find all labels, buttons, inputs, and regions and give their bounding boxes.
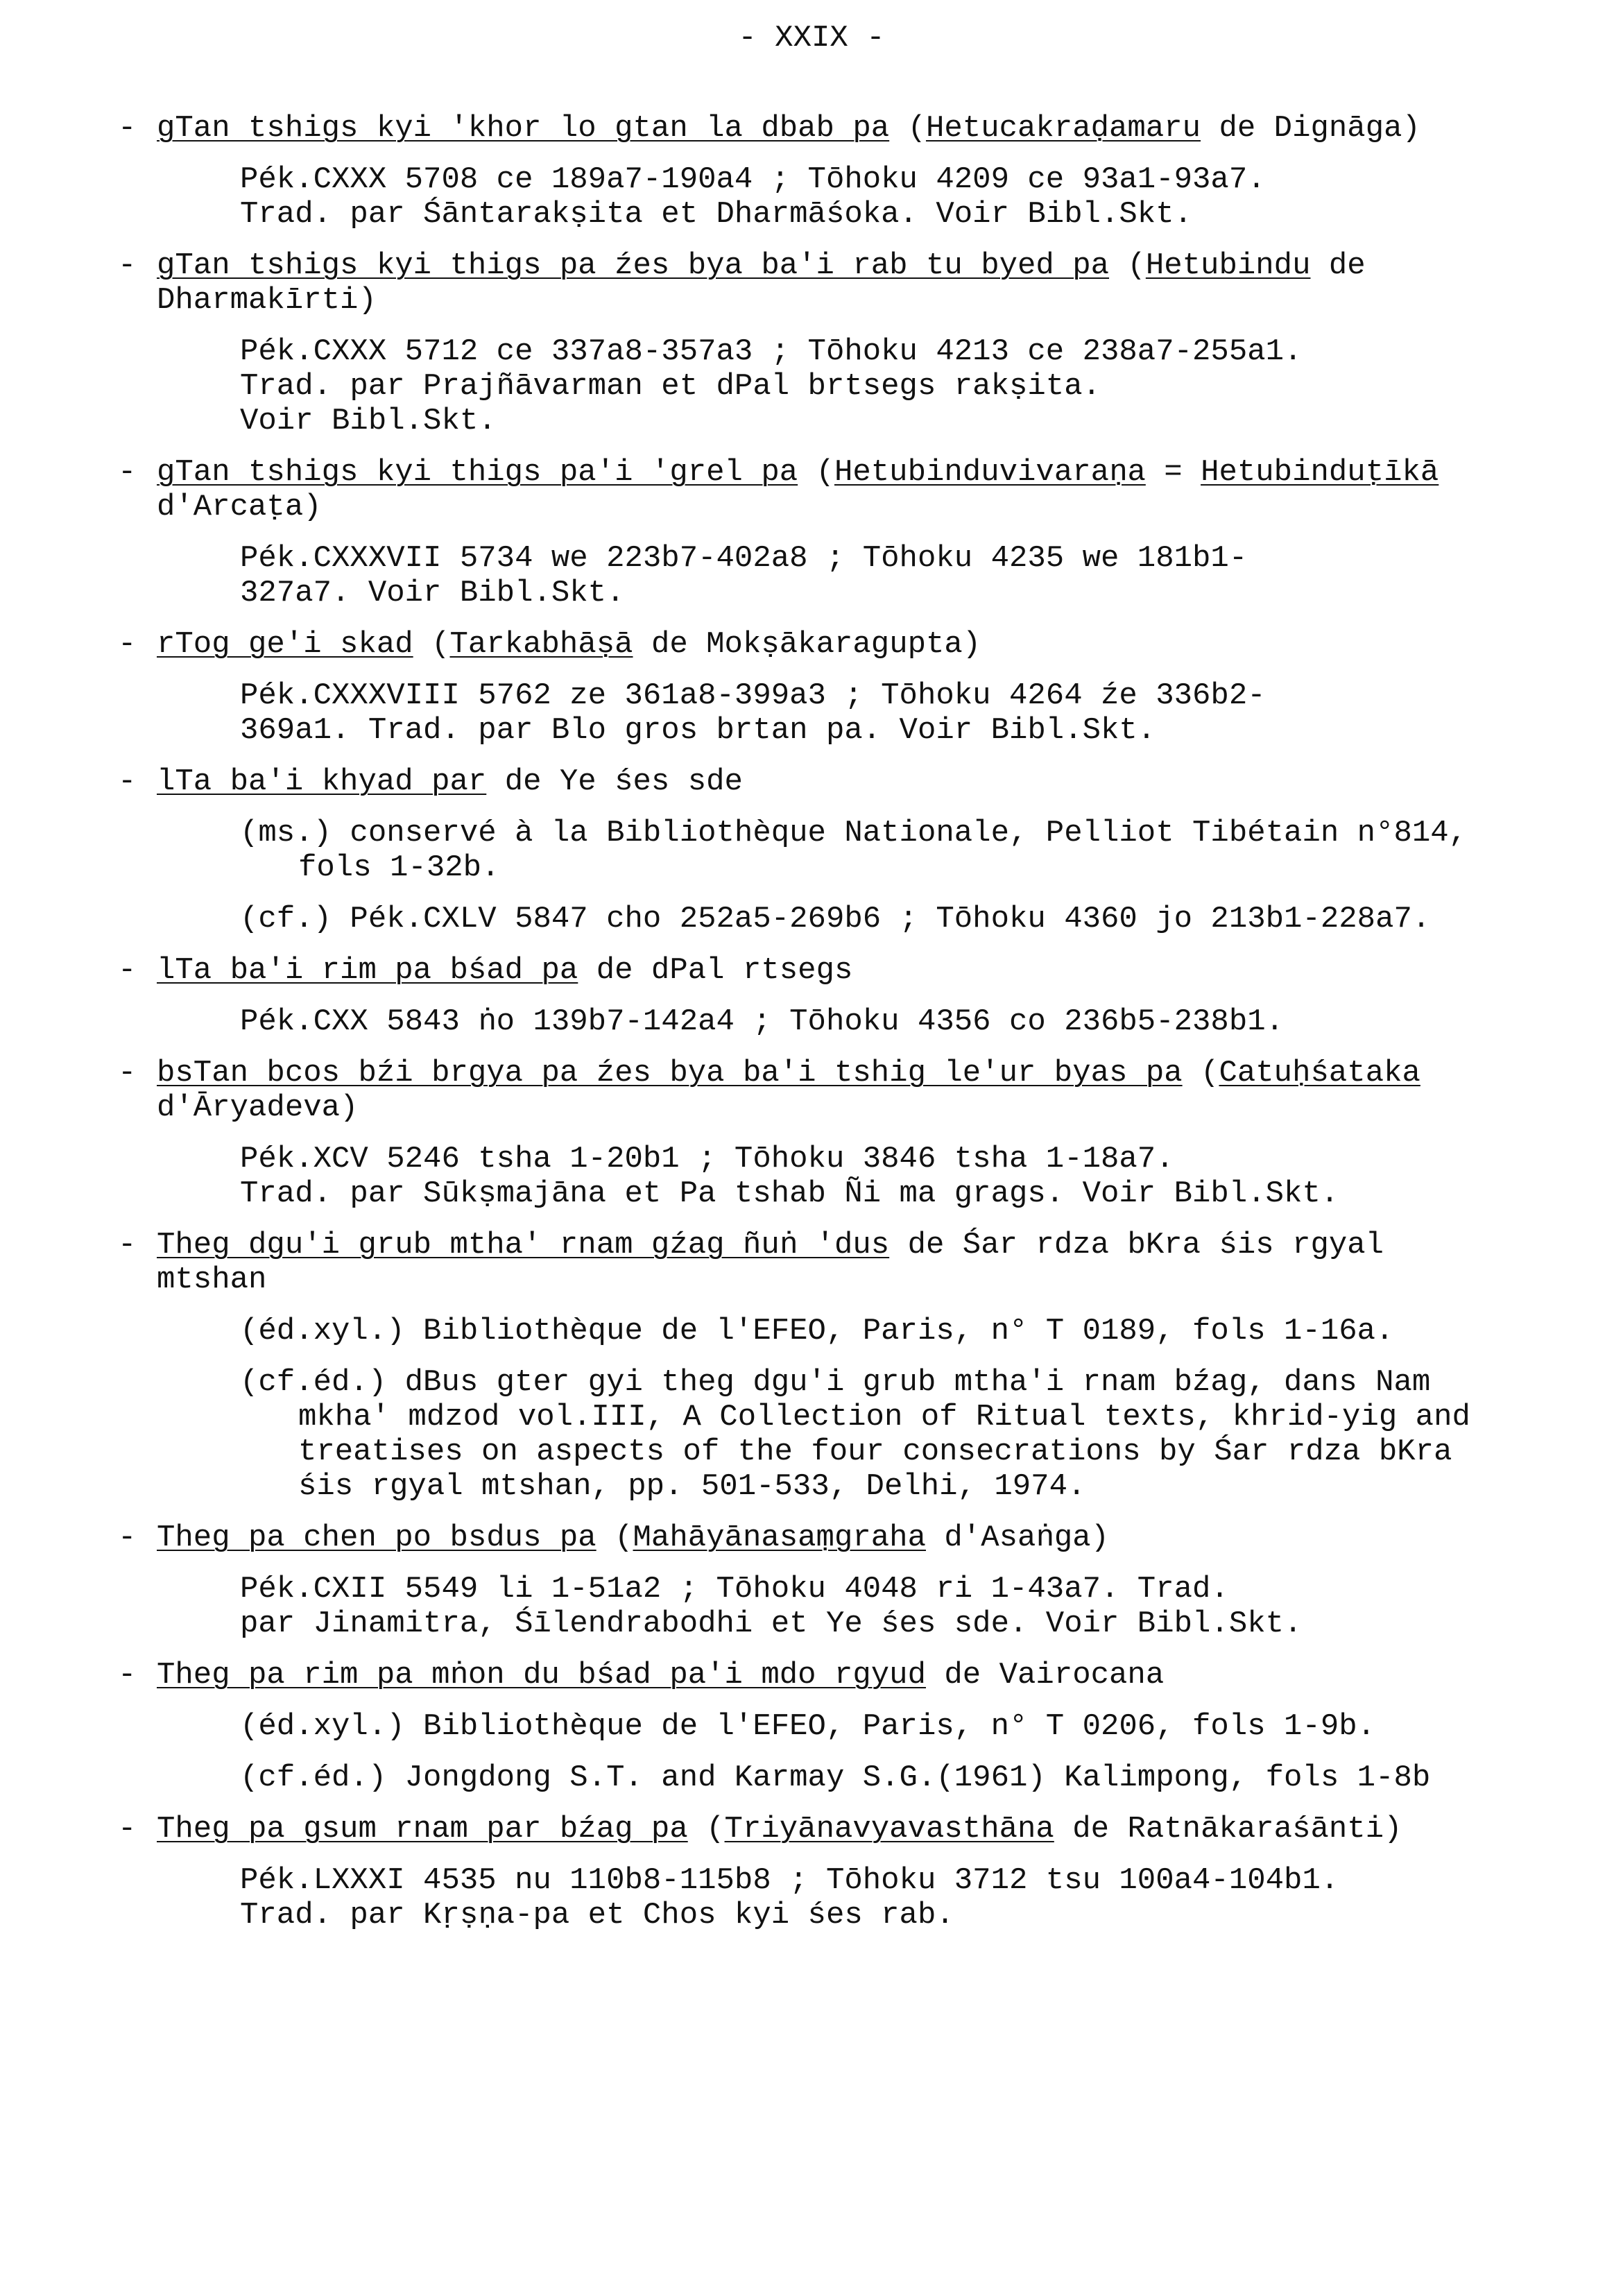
entry-sub-reference: (cf.éd.) dBus gter gyi theg dgu'i grub mtha'i rnam bźag, dans Nam mkha' mdzod vol.III, A Collection of Ritual texts, khrid-yig and treatises on aspects of the four consecrations by Śar rdza bKra śis rgyal mtshan, pp. 501-533, Delhi, 1974. xyxy=(240,1365,1470,1504)
sanskrit-title: Catuḥśataka xyxy=(1219,1056,1420,1090)
entry-sub-reference: (ms.) conservé à la Bibliothèque Nationale, Pelliot Tibétain n°814, fols 1-32b. xyxy=(240,816,1468,885)
tibetan-title: lTa ba'i khyad par xyxy=(157,764,487,799)
tibetan-title: gTan tshigs kyi thigs pa'i 'grel pa xyxy=(157,455,798,490)
tibetan-title: Theg dgu'i grub mtha' rnam gźag ñuṅ 'dus xyxy=(157,1228,890,1262)
sanskrit-title: Tarkabhāṣā xyxy=(449,627,633,662)
reference-line: Pék.LXXXI 4535 nu 110b8-115b8 ; Tōhoku 3712 tsu 100a4-104b1. xyxy=(240,1863,1339,1898)
sanskrit-title: Mahāyānasaṃgraha xyxy=(633,1520,926,1555)
reference-line: Trad. par Kṛṣṇa-pa et Chos kyi śes rab. xyxy=(240,1898,954,1933)
entry-dash: - xyxy=(118,764,137,799)
reference-line: Pék.CXII 5549 li 1-51a2 ; Tōhoku 4048 ri 1-43a7. Trad. xyxy=(240,1572,1229,1607)
sanskrit-title: Hetubindu xyxy=(1145,248,1311,283)
entry-title-line: -rTog ge'i skad (Tarkabhāṣā de Mokṣākaragupta) xyxy=(118,627,981,662)
reference-line: Pék.CXXXVIII 5762 ze 361a8-399a3 ; Tōhoku 4264 źe 336b2- xyxy=(240,678,1266,713)
entry-title-line: -Theg pa chen po bsdus pa (Mahāyānasaṃgraha d'Asaṅga) xyxy=(118,1520,1110,1555)
entry-author: de Ye śes sde xyxy=(504,764,743,799)
entry-title-line xyxy=(0,1228,1623,1297)
reference-line: Pék.CXXX 5712 ce 337a8-357a3 ; Tōhoku 4213 ce 238a7-255a1. xyxy=(240,334,1303,369)
bibliography-entry xyxy=(0,111,1623,232)
bibliography-entry xyxy=(0,248,1623,438)
sanskrit-title: Hetubinduvivaraṇa xyxy=(834,455,1146,490)
bibliography-entry xyxy=(0,1520,1623,1641)
entry-reference xyxy=(0,1142,1623,1211)
bibliography-list xyxy=(0,111,1623,1949)
entry-dash: - xyxy=(118,953,137,988)
entry-sub-reference: (cf.éd.) Jongdong S.T. and Karmay S.G.(1961) Kalimpong, fols 1-8b xyxy=(240,1760,1431,1795)
sanskrit-title-alt: Hetubinduṭīkā xyxy=(1201,455,1439,490)
tibetan-title: rTog ge'i skad xyxy=(157,627,413,662)
reference-line: par Jinamitra, Śīlendrabodhi et Ye śes sde. Voir Bibl.Skt. xyxy=(240,1607,1303,1641)
entry-title-line: -Theg pa gsum rnam par bźag pa (Triyānavyavasthāna de Ratnākaraśānti) xyxy=(118,1812,1402,1847)
title-equals: = xyxy=(1164,455,1183,490)
reference-line: Trad. par Śāntarakṣita et Dharmāśoka. Voir Bibl.Skt. xyxy=(240,197,1193,232)
bibliography-entry xyxy=(0,1812,1623,1933)
sanskrit-title: Triyānavyavasthāna xyxy=(724,1812,1054,1847)
entry-author: de Ratnākaraśānti) xyxy=(1072,1812,1402,1847)
entry-dash: - xyxy=(118,248,137,283)
entry-author: d'Āryadeva) xyxy=(157,1090,359,1125)
reference-line: Pék.XCV 5246 tsha 1-20b1 ; Tōhoku 3846 tsha 1-18a7. xyxy=(240,1142,1174,1176)
tibetan-title: lTa ba'i rim pa bśad pa xyxy=(157,953,578,988)
entry-author: de Dharmakīrti) xyxy=(157,248,1366,318)
entry-author: d'Arcaṭa) xyxy=(157,490,322,524)
tibetan-title: Theg pa rim pa mṅon du bśad pa'i mdo rgyud xyxy=(157,1658,926,1693)
bibliography-entry xyxy=(0,1658,1623,1795)
entry-dash: - xyxy=(118,1520,137,1555)
entry-sub-reference: (cf.) Pék.CXLV 5847 cho 252a5-269b6 ; Tōhoku 4360 jo 213b1-228a7. xyxy=(240,902,1431,936)
reference-line: Voir Bibl.Skt. xyxy=(240,404,497,438)
entry-reference xyxy=(0,162,1623,232)
entry-author: d'Asaṅga) xyxy=(944,1520,1110,1555)
entry-dash: - xyxy=(118,627,137,662)
entry-dash: - xyxy=(118,455,137,490)
tibetan-title: Theg pa gsum rnam par bźag pa xyxy=(157,1812,688,1847)
tibetan-title: Theg pa chen po bsdus pa xyxy=(157,1520,596,1555)
entry-author: de Dignāga) xyxy=(1219,111,1420,146)
entry-title-line: -bsTan bcos bźi brgya pa źes bya ba'i tshig le'ur byas pa (Catuḥśataka d'Āryadeva) xyxy=(118,1056,1420,1125)
entry-author: de Śar rdza bKra śis rgyal mtshan xyxy=(157,1228,1384,1297)
reference-line: 327a7. Voir Bibl.Skt. xyxy=(240,576,625,610)
tibetan-title: gTan tshigs kyi 'khor lo gtan la dbab pa xyxy=(157,111,890,146)
entry-author: de Vairocana xyxy=(944,1658,1165,1693)
bibliography-entry xyxy=(0,953,1623,1039)
entry-reference xyxy=(0,541,1623,610)
page-number: - XXIX - xyxy=(738,21,885,55)
reference-line: Pék.CXX 5843 ṅo 139b7-142a4 ; Tōhoku 4356 co 236b5-238b1. xyxy=(240,1004,1285,1039)
reference-line: Trad. par Prajñāvarman et dPal brtsegs rakṣita. xyxy=(240,369,1101,404)
reference-line: 369a1. Trad. par Blo gros brtan pa. Voir Bibl.Skt. xyxy=(240,713,1156,748)
bibliography-entry xyxy=(0,455,1623,610)
entry-dash: - xyxy=(118,1658,137,1693)
entry-reference xyxy=(0,1004,1623,1039)
entry-author: de dPal rtsegs xyxy=(596,953,853,988)
entry-reference xyxy=(0,1863,1623,1933)
bibliography-entry xyxy=(0,764,1623,936)
entry-dash: - xyxy=(118,1812,137,1847)
entry-reference xyxy=(0,334,1623,438)
entry-author: de Mokṣākaragupta) xyxy=(651,627,981,662)
tibetan-title: bsTan bcos bźi brgya pa źes bya ba'i tshig le'ur byas pa xyxy=(157,1056,1183,1090)
entry-title-line: -gTan tshigs kyi thigs pa źes bya ba'i rab tu byed pa (Hetubindu de Dharmakīrti) xyxy=(118,248,1366,318)
entry-sub-reference: (éd.xyl.) Bibliothèque de l'EFEO, Paris, n° T 0206, fols 1-9b. xyxy=(240,1709,1376,1744)
entry-title-line xyxy=(0,953,1623,988)
entry-dash: - xyxy=(118,1056,137,1090)
reference-line: Pék.CXXX 5708 ce 189a7-190a4 ; Tōhoku 4209 ce 93a1-93a7. xyxy=(240,162,1266,197)
bibliography-entry xyxy=(0,1228,1623,1504)
entry-dash: - xyxy=(118,1228,137,1262)
reference-line: Pék.CXXXVII 5734 we 223b7-402a8 ; Tōhoku 4235 we 181b1- xyxy=(240,541,1248,576)
entry-title-line: -gTan tshigs kyi thigs pa'i 'grel pa (Hetubinduvivaraṇa = Hetubinduṭīkā d'Arcaṭa) xyxy=(118,455,1439,524)
entry-reference xyxy=(0,678,1623,748)
bibliography-entry xyxy=(0,627,1623,748)
entry-title-line xyxy=(0,764,1623,799)
bibliography-entry xyxy=(0,1056,1623,1211)
entry-reference xyxy=(0,1572,1623,1641)
sanskrit-title: Hetucakraḍamaru xyxy=(925,111,1201,146)
entry-title-line: -gTan tshigs kyi 'khor lo gtan la dbab pa (Hetucakraḍamaru de Dignāga) xyxy=(118,111,1420,146)
reference-line: Trad. par Sūkṣmajāna et Pa tshab Ñi ma grags. Voir Bibl.Skt. xyxy=(240,1176,1339,1211)
tibetan-title: gTan tshigs kyi thigs pa źes bya ba'i rab tu byed pa xyxy=(157,248,1110,283)
entry-sub-reference: (éd.xyl.) Bibliothèque de l'EFEO, Paris, n° T 0189, fols 1-16a. xyxy=(240,1314,1394,1348)
entry-title-line xyxy=(0,1658,1623,1693)
entry-dash: - xyxy=(118,111,137,146)
